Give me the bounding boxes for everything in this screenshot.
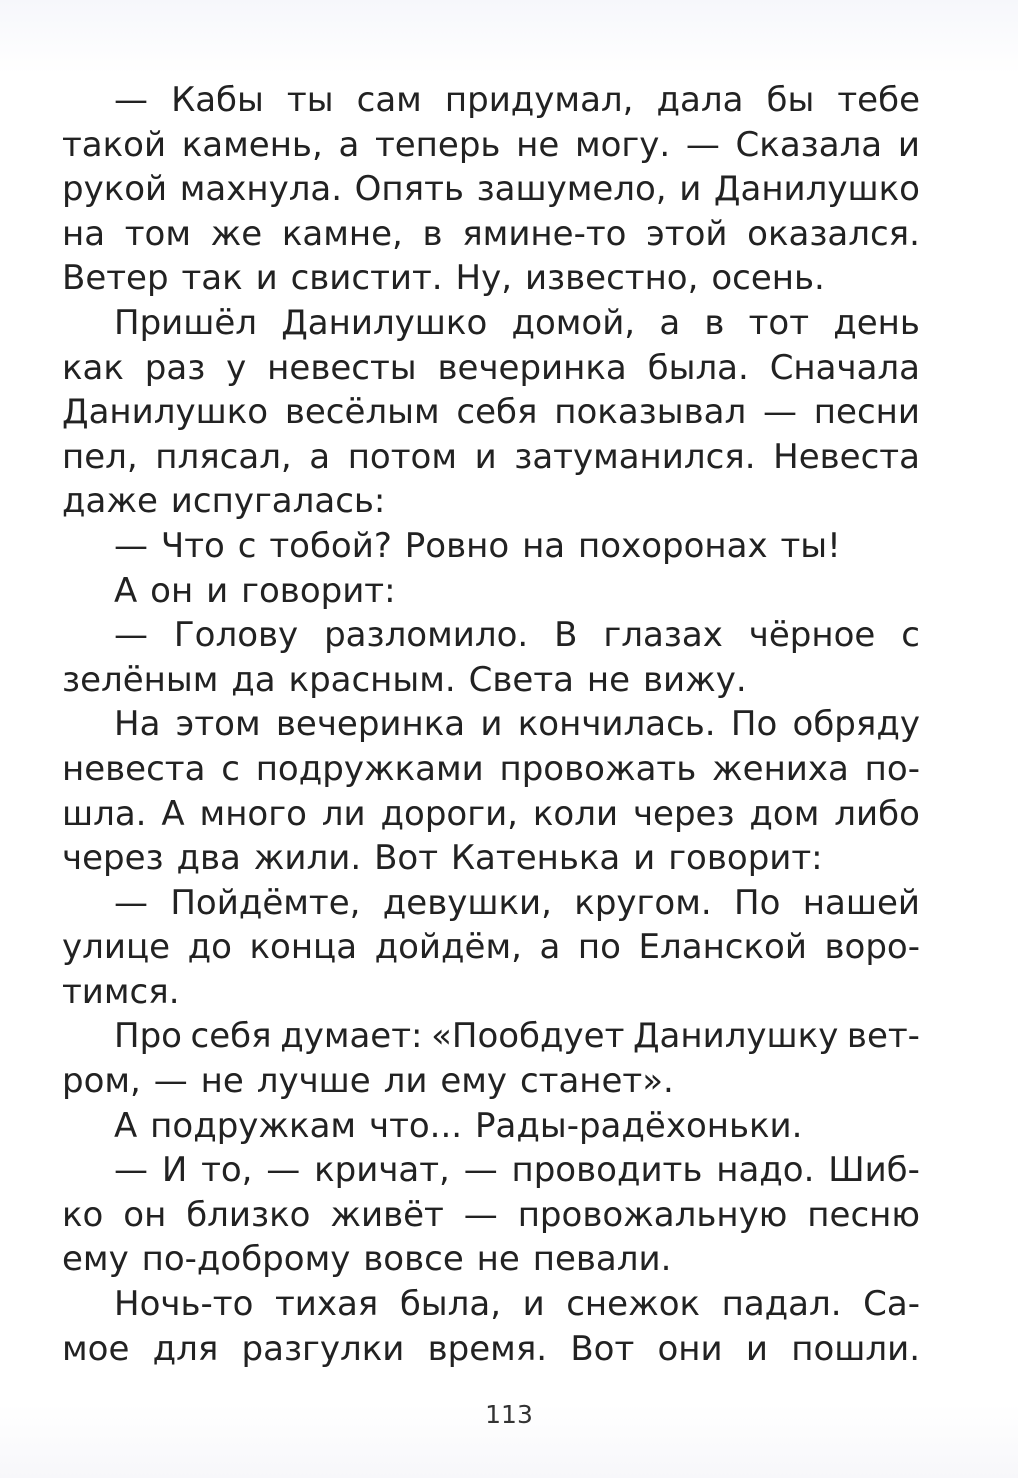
text-line — [62, 613, 920, 658]
text-word: Кабы — [171, 80, 264, 120]
text-word: — — [114, 882, 148, 923]
text-word: разгулки — [241, 1328, 405, 1369]
text-word: А — [161, 793, 185, 834]
text-word: том — [124, 213, 191, 254]
text-line — [62, 435, 920, 480]
text-word: как — [62, 347, 124, 388]
text-word: да — [231, 659, 276, 700]
text-word: А — [114, 1105, 138, 1146]
text-word: бы — [766, 80, 815, 120]
text-word: что... — [368, 1105, 463, 1146]
text-word: не — [476, 1239, 520, 1280]
text-word: у — [226, 347, 247, 388]
text-word: такой — [62, 124, 167, 165]
text-word: — — [114, 525, 148, 566]
text-line — [62, 479, 920, 524]
text-word: время. — [427, 1328, 548, 1369]
text-word: ли — [321, 793, 366, 834]
text-word: Сказала — [735, 124, 883, 165]
text-line — [62, 569, 920, 614]
text-word: много — [199, 793, 307, 834]
text-word: осень. — [711, 258, 825, 299]
text-word: Вот — [570, 1328, 635, 1369]
text-line — [62, 390, 920, 435]
text-word: вижу. — [642, 659, 747, 700]
text-word: Са- — [863, 1284, 920, 1325]
text-word: оказался. — [747, 213, 920, 254]
text-word: ему — [62, 1239, 129, 1280]
text-word: Рады-радёхоньки. — [475, 1105, 803, 1146]
text-word: дала — [656, 80, 744, 120]
text-word: лучше — [256, 1061, 371, 1102]
text-word: была. — [647, 347, 749, 388]
text-word: и — [745, 1328, 768, 1369]
text-word: вечеринка — [437, 347, 627, 388]
text-word: Пришёл — [114, 302, 258, 343]
text-word: себя — [456, 392, 538, 433]
text-word: Невеста — [773, 436, 920, 477]
text-word: тобой? — [269, 525, 392, 566]
text-word: В — [554, 615, 578, 656]
text-line — [62, 1237, 920, 1282]
text-word: На — [114, 704, 161, 745]
text-word: — — [114, 80, 148, 120]
text-word: дойдём, — [374, 927, 522, 968]
text-word: могу. — [574, 124, 671, 165]
text-word: с — [221, 748, 240, 789]
text-line — [62, 881, 920, 926]
text-word: теперь — [374, 124, 501, 165]
text-word: этой — [646, 213, 728, 254]
text-word: затуманился. — [514, 436, 756, 477]
text-word: девушки, — [382, 882, 552, 923]
text-word: кругом. — [574, 882, 712, 923]
text-word: он — [150, 570, 194, 611]
text-word: два — [176, 838, 241, 879]
text-word: Что — [160, 525, 225, 566]
text-word: и — [897, 124, 920, 165]
text-word: похоронах — [578, 525, 768, 566]
text-word: Ночь-то — [114, 1284, 254, 1325]
text-word: шла. — [62, 793, 147, 834]
text-word: улице — [62, 927, 171, 968]
text-word: певали. — [532, 1239, 672, 1280]
text-word: — — [763, 392, 797, 433]
text-line — [62, 167, 920, 212]
text-word: же — [210, 213, 263, 254]
text-word: не — [516, 124, 560, 165]
text-word: тот — [748, 302, 810, 343]
text-word: ему — [440, 1061, 508, 1102]
text-word: живёт — [330, 1194, 444, 1235]
text-word: проводить — [511, 1150, 703, 1191]
text-word: ром, — [62, 1061, 141, 1102]
text-word: показывал — [554, 392, 747, 433]
text-word: тимся. — [62, 971, 180, 1012]
text-word: кричат, — [314, 1150, 450, 1191]
text-word: Сначала — [769, 347, 920, 388]
text-word: камень, — [181, 124, 323, 165]
text-word: Данилушко — [281, 302, 488, 343]
text-line — [62, 658, 920, 703]
text-word: домой, — [511, 302, 636, 343]
text-word: — — [685, 124, 720, 165]
text-word: на — [522, 525, 566, 566]
text-line — [62, 1193, 920, 1238]
text-word: По — [730, 704, 778, 745]
text-word: пошли. — [791, 1328, 920, 1369]
text-line — [62, 792, 920, 837]
text-word: по-доброму — [141, 1239, 351, 1280]
text-word: плясал, — [155, 436, 292, 477]
text-word: а — [309, 436, 331, 477]
text-word: Данилушку — [632, 1016, 839, 1057]
text-word: провожать — [499, 748, 697, 789]
text-word: свистит. — [290, 258, 443, 299]
text-word: ко — [62, 1194, 104, 1235]
text-word: чёрное — [748, 615, 876, 656]
text-line — [62, 256, 920, 301]
text-word: ты! — [780, 525, 841, 566]
body-text — [62, 78, 920, 1371]
text-line — [62, 970, 920, 1015]
text-word: придумал, — [444, 80, 634, 120]
text-word: то, — [201, 1150, 253, 1191]
text-word: Еланской — [638, 927, 807, 968]
text-word: и — [522, 1284, 545, 1325]
text-line — [62, 1327, 920, 1372]
text-word: жили. — [253, 838, 362, 879]
text-line — [62, 212, 920, 257]
text-word: этом — [175, 704, 261, 745]
text-word: зелёным — [62, 659, 219, 700]
text-word: Данилушко — [713, 169, 920, 210]
text-word: провожальную — [517, 1194, 788, 1235]
text-word: глазах — [603, 615, 723, 656]
text-word: воро- — [824, 927, 920, 968]
text-word: ямине-то — [462, 213, 627, 254]
text-word: раз — [144, 347, 206, 388]
text-word: на — [62, 213, 106, 254]
text-word: ты — [286, 80, 334, 120]
text-line — [62, 1148, 920, 1193]
text-word: не — [586, 659, 631, 700]
text-word: пел, — [62, 436, 138, 477]
text-line — [62, 78, 920, 123]
text-word: — — [114, 1150, 148, 1191]
text-word: день — [833, 302, 920, 343]
text-word: невеста — [62, 748, 206, 789]
text-word: потом — [347, 436, 457, 477]
text-word: испугалась: — [170, 481, 386, 522]
text-word: в — [704, 302, 725, 343]
text-word: близко — [186, 1194, 311, 1235]
text-word: по — [577, 927, 621, 968]
text-word: И — [161, 1150, 188, 1191]
text-line — [62, 1104, 920, 1149]
text-word: думает: — [280, 1016, 423, 1057]
text-word: Ровно — [404, 525, 510, 566]
text-word: а — [659, 302, 681, 343]
text-line — [62, 1282, 920, 1327]
text-word: и — [474, 436, 497, 477]
page-number: 113 — [485, 1400, 533, 1429]
text-word: зашумело, — [476, 169, 667, 210]
text-word: дом — [749, 793, 820, 834]
text-word: — — [153, 1061, 188, 1102]
text-word: Катенька — [450, 838, 621, 879]
text-word: конца — [249, 927, 358, 968]
text-word: подружкам — [150, 1105, 357, 1146]
text-word: вет- — [846, 1016, 920, 1057]
text-word: была, — [399, 1284, 501, 1325]
text-word: — — [114, 615, 148, 656]
text-word: По — [734, 882, 781, 923]
text-word: а — [338, 124, 360, 165]
text-word: даже — [62, 481, 158, 522]
text-word: — — [463, 1150, 498, 1191]
text-word: коли — [532, 793, 619, 834]
text-word: жениха — [712, 748, 849, 789]
text-line — [62, 747, 920, 792]
text-word: махнула. — [179, 169, 343, 210]
text-word: до — [187, 927, 232, 968]
text-word: и — [206, 570, 229, 611]
text-word: снежок — [566, 1284, 701, 1325]
text-line — [62, 1014, 920, 1059]
text-word: падал. — [721, 1284, 842, 1325]
text-word: тебе — [837, 80, 920, 120]
text-word: Шиб- — [828, 1150, 920, 1191]
text-line — [62, 524, 920, 569]
text-word: обряду — [792, 704, 920, 745]
text-word: а — [539, 927, 561, 968]
text-word: красным. — [288, 659, 456, 700]
text-word: через — [632, 793, 735, 834]
text-word: по- — [864, 748, 920, 789]
text-line — [62, 836, 920, 881]
text-word: ли — [383, 1061, 428, 1102]
text-word: Ветер — [62, 258, 169, 299]
text-word: Голову — [173, 615, 299, 656]
text-word: не — [200, 1061, 244, 1102]
text-word: и — [679, 169, 702, 210]
text-word: песни — [813, 392, 920, 433]
text-word: надо. — [716, 1150, 815, 1191]
text-line — [62, 123, 920, 168]
text-word: — — [266, 1150, 301, 1191]
text-word: с — [901, 615, 920, 656]
text-line — [62, 925, 920, 970]
text-word: Вот — [374, 838, 439, 879]
text-word: Света — [468, 659, 574, 700]
text-word: Опять — [354, 169, 464, 210]
text-word: Данилушко — [62, 392, 269, 433]
text-word: либо — [834, 793, 920, 834]
text-word: мое — [62, 1328, 130, 1369]
text-word: вечеринка — [275, 704, 466, 745]
text-line — [62, 346, 920, 391]
text-word: с — [237, 525, 257, 566]
text-word: так — [181, 258, 243, 299]
text-word: камне, — [281, 213, 403, 254]
text-word: и — [633, 838, 656, 879]
text-word: Про — [114, 1016, 182, 1057]
text-word: станет». — [519, 1061, 674, 1102]
text-line — [62, 702, 920, 747]
text-word: они — [657, 1328, 723, 1369]
text-word: тихая — [274, 1284, 379, 1325]
text-word: говорит: — [241, 570, 396, 611]
text-word: «Пообдует — [431, 1016, 625, 1057]
text-line — [62, 301, 920, 346]
text-word: — — [463, 1194, 498, 1235]
text-word: кончилась. — [517, 704, 716, 745]
text-word: А — [114, 570, 138, 611]
text-word: Пойдёмте, — [170, 882, 361, 923]
text-word: через — [62, 838, 164, 879]
text-word: песню — [807, 1194, 920, 1235]
text-word: говорит: — [668, 838, 823, 879]
text-word: известно, — [524, 258, 699, 299]
text-word: и — [480, 704, 503, 745]
text-word: дороги, — [380, 793, 518, 834]
text-word: вовсе — [363, 1239, 464, 1280]
text-line — [62, 1059, 920, 1104]
text-word: весёлым — [284, 392, 440, 433]
text-word: себя — [190, 1016, 272, 1057]
text-word: нашей — [802, 882, 920, 923]
text-word: и — [255, 258, 278, 299]
text-word: он — [123, 1194, 167, 1235]
text-word: невесты — [267, 347, 417, 388]
text-word: разломило. — [324, 615, 529, 656]
text-word: в — [422, 213, 443, 254]
text-word: для — [152, 1328, 219, 1369]
text-word: рукой — [62, 169, 168, 210]
text-word: сам — [356, 80, 422, 120]
text-word: Ну, — [455, 258, 513, 299]
text-word: подружками — [255, 748, 484, 789]
